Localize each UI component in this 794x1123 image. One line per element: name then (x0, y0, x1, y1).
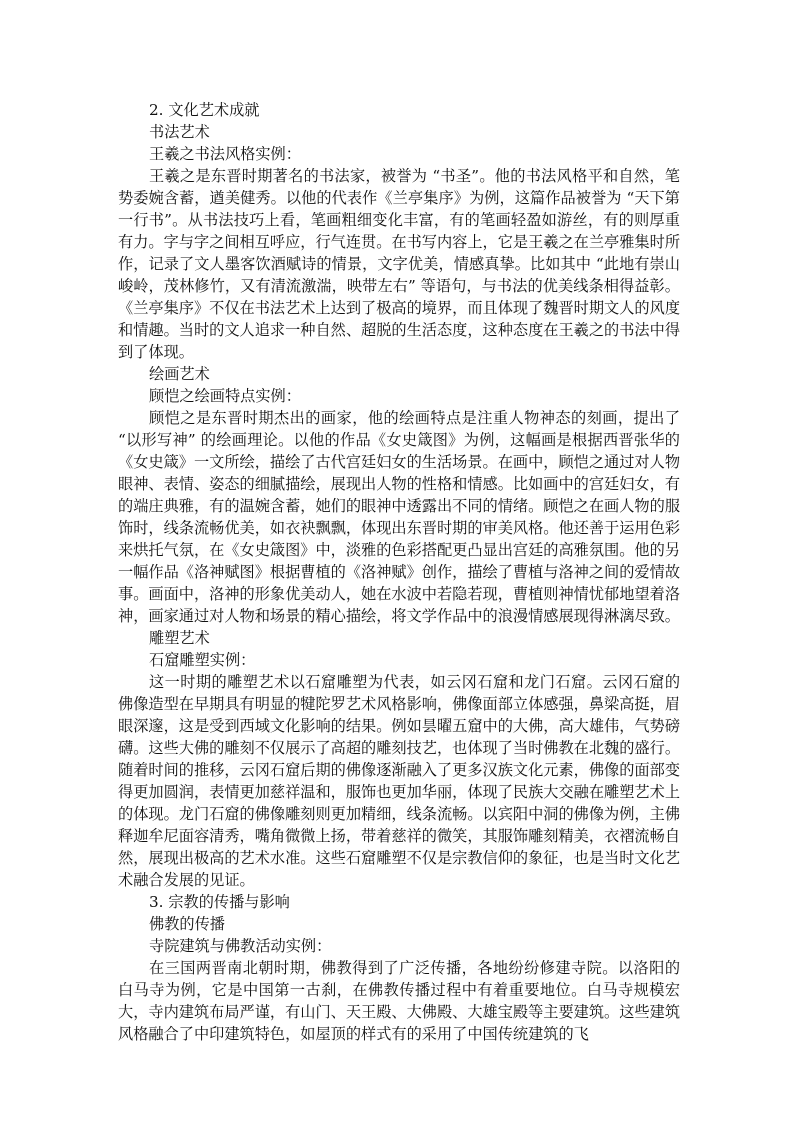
section-heading-culture: 2. 文化艺术成就 (149, 101, 260, 119)
example-title-calligraphy: 王羲之书法风格实例： (149, 145, 301, 163)
example-title-sculpture: 石窟雕塑实例： (149, 651, 256, 669)
subsection-title-buddhism: 佛教的传播 (149, 915, 225, 933)
document-page (118, 99, 680, 1045)
paragraph-sculpture: 这一时期的雕塑艺术以石窟雕塑为代表，如云冈石窟和龙门石窟。云冈石窟的佛像造型在早期具有明显的犍陀罗艺术风格影响，佛像面部立体感强，鼻梁高挺，眉眼深邃，这是受到西域文化影响的结果。例如昙曜五窟中的大佛，高大雄伟，气势磅礴。这些大佛的雕刻不仅展示了高超的雕刻技艺，也体现了当时佛教在北魏的盛行。随着时间的推移，云冈石窟后期的佛像逐渐融入了更多汉族文化元素，佛像的面部变得更加圆润，表情更加慈祥温和，服饰也更加华丽，体现了民族大交融在雕塑艺术上的体现。龙门石窟的佛像雕刻则更加精细，线条流畅。以宾阳中洞的佛像为例，主佛释迦牟尼面容清秀，嘴角微微上扬，带着慈祥的微笑，其服饰雕刻精美，衣褶流畅自然，展现出极高的艺术水准。这些石窟雕塑不仅是宗教信仰的象征，也是当时文化艺术融合发展的见证。 (118, 673, 680, 889)
section-heading-religion: 3. 宗教的传播与影响 (149, 893, 290, 911)
subsection-title-painting: 绘画艺术 (149, 365, 210, 383)
subsection-title-calligraphy: 书法艺术 (149, 123, 210, 141)
paragraph-painting: 顾恺之是东晋时期杰出的画家，他的绘画特点是注重人物神态的刻画，提出了 “以形写神” 的绘画理论。以他的作品《女史箴图》为例，这幅画是根据西晋张华的《女史箴》一文所绘，描绘了古代宫廷妇女的生活场景。在画中，顾恺之通过对人物眼神、表情、姿态的细腻描绘，展现出人物的性格和情感。比如画中的宫廷妇女，有的端庄典雅，有的温婉含蓄，她们的眼神中透露出不同的情绪。顾恺之在画人物的服饰时，线条流畅优美，如衣袂飘飘，体现出东晋时期的审美风格。他还善于运用色彩来烘托气氛，在《女史箴图》中，淡雅的色彩搭配更凸显出宫廷的高雅氛围。他的另一幅作品《洛神赋图》根据曹植的《洛神赋》创作，描绘了曹植与洛神之间的爱情故事。画面中，洛神的形象优美动人，她在水波中若隐若现，曹植则神情忧郁地望着洛神，画家通过对人物和场景的精心描绘，将文学作品中的浪漫情感展现得淋漓尽致。 (118, 409, 680, 625)
example-title-painting: 顾恺之绘画特点实例： (149, 387, 301, 405)
example-title-buddhism: 寺院建筑与佛教活动实例： (149, 937, 332, 955)
paragraph-buddhism: 在三国两晋南北朝时期，佛教得到了广泛传播，各地纷纷修建寺院。以洛阳的白马寺为例，它是中国第一古刹，在佛教传播过程中有着重要地位。白马寺规模宏大，寺内建筑布局严谨，有山门、天王殿、大佛殿、大雄宝殿等主要建筑。这些建筑风格融合了中印建筑特色，如屋顶的样式有的采用了中国传统建筑的飞 (118, 959, 680, 1043)
paragraph-calligraphy: 王羲之是东晋时期著名的书法家，被誉为 “书圣”。他的书法风格平和自然，笔势委婉含蓄，遒美健秀。以他的代表作《兰亭集序》为例，这篇作品被誉为 “天下第一行书”。从书法技巧上看，笔画粗细变化丰富，有的笔画轻盈如游丝，有的则厚重有力。字与字之间相互呼应，行气连贯。在书写内容上，它是王羲之在兰亭雅集时所作，记录了文人墨客饮酒赋诗的情景，文字优美，情感真挚。比如其中 “此地有崇山峻岭，茂林修竹，又有清流激湍，映带左右” 等语句，与书法的优美线条相得益彰。《兰亭集序》不仅在书法艺术上达到了极高的境界，而且体现了魏晋时期文人的风度和情趣。当时的文人追求一种自然、超脱的生活态度，这种态度在王羲之的书法中得到了体现。 (118, 167, 680, 361)
subsection-title-sculpture: 雕塑艺术 (149, 629, 210, 647)
